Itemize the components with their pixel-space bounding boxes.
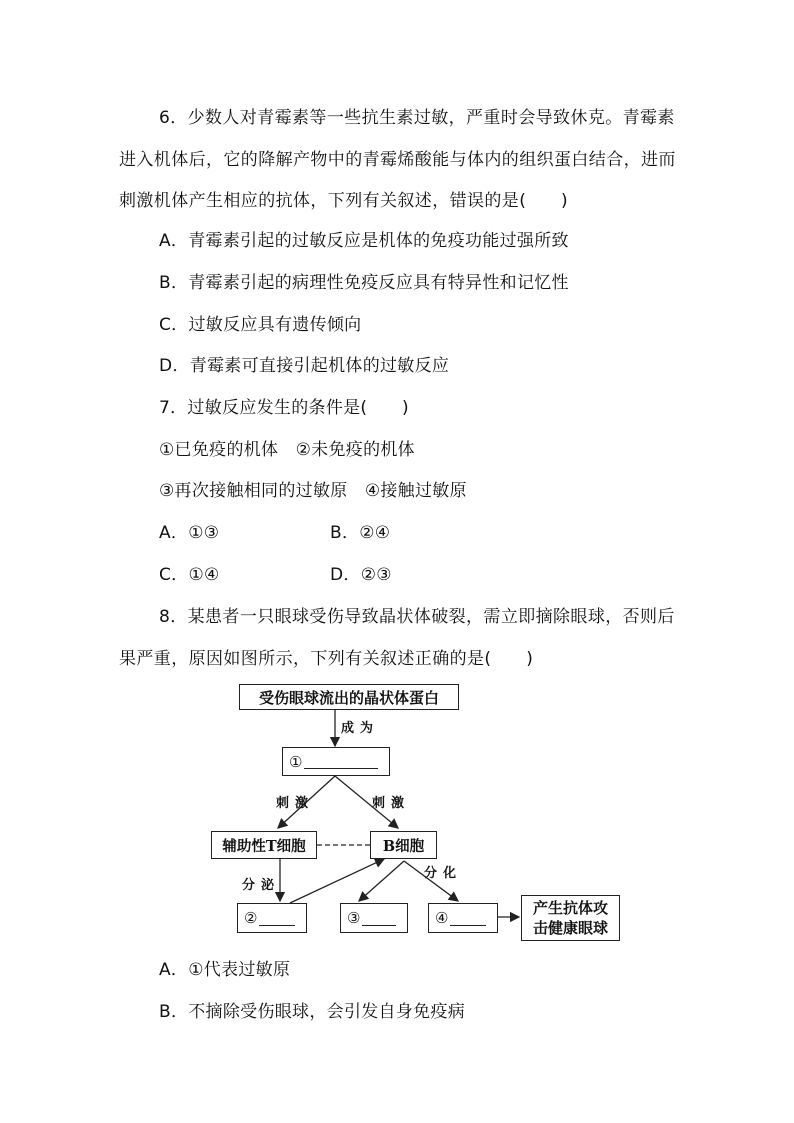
q6-option-b: B．青霉素引起的病理性免疫反应具有特异性和记忆性 [159,273,569,293]
label-stimulate-right: 刺激 [372,796,411,811]
box-2: ② [237,903,307,933]
q7-option-b: B．②④ [330,523,391,543]
label-stimulate-left: 刺激 [276,796,315,811]
box-4: ④ [428,903,498,933]
helper-t-cell-box: 辅助性T细胞 [211,831,317,859]
q7-conditions-line1: ①已免疫的机体 ②未免疫的机体 [159,440,415,460]
b-cell-box: B细胞 [370,831,437,859]
q6-option-d: D．青霉素可直接引起机体的过敏反应 [159,356,450,376]
label-secrete: 分泌 [242,878,281,893]
label-become: 成为 [341,721,380,736]
q7-option-c: C．①④ [159,565,220,585]
result-box: 产生抗体攻 击健康眼球 [521,895,620,941]
q8-stem: 8．某患者一只眼球受伤导致晶状体破裂，需立即摘除眼球，否则后果严重，原因如图所示，下列有关叙述正确的是( ) [119,607,675,669]
q6-stem: 6．少数人对青霉素等一些抗生素过敏，严重时会导致休克。青霉素进入机体后，它的降解产物中的青霉烯酸能与体内的组织蛋白结合，进而刺激机体产生相应的抗体，下列有关叙述，错误的是( ) [119,108,676,212]
label-differentiate: 分化 [424,866,463,881]
q7-conditions-line2: ③再次接触相同的过敏原 ④接触过敏原 [159,481,467,501]
q7-option-d: D．②③ [330,565,392,585]
box-3: ③ [340,903,408,933]
arrow-box2-to-b [290,859,384,903]
q6-option-c: C．过敏反应具有遗传倾向 [159,315,362,335]
q6-option-a: A．青霉素引起的过敏反应是机体的免疫功能过强所致 [159,231,569,251]
lens-protein-box: 受伤眼球流出的晶状体蛋白 [239,684,459,710]
q8-option-b: B．不摘除受伤眼球，会引发自身免疫病 [159,1002,466,1022]
box-1: ① [282,747,390,776]
q7-option-a: A．①③ [159,523,220,543]
q8-option-a: A．①代表过敏原 [159,960,291,980]
q7-stem: 7．过敏反应发生的条件是( ) [159,398,409,418]
